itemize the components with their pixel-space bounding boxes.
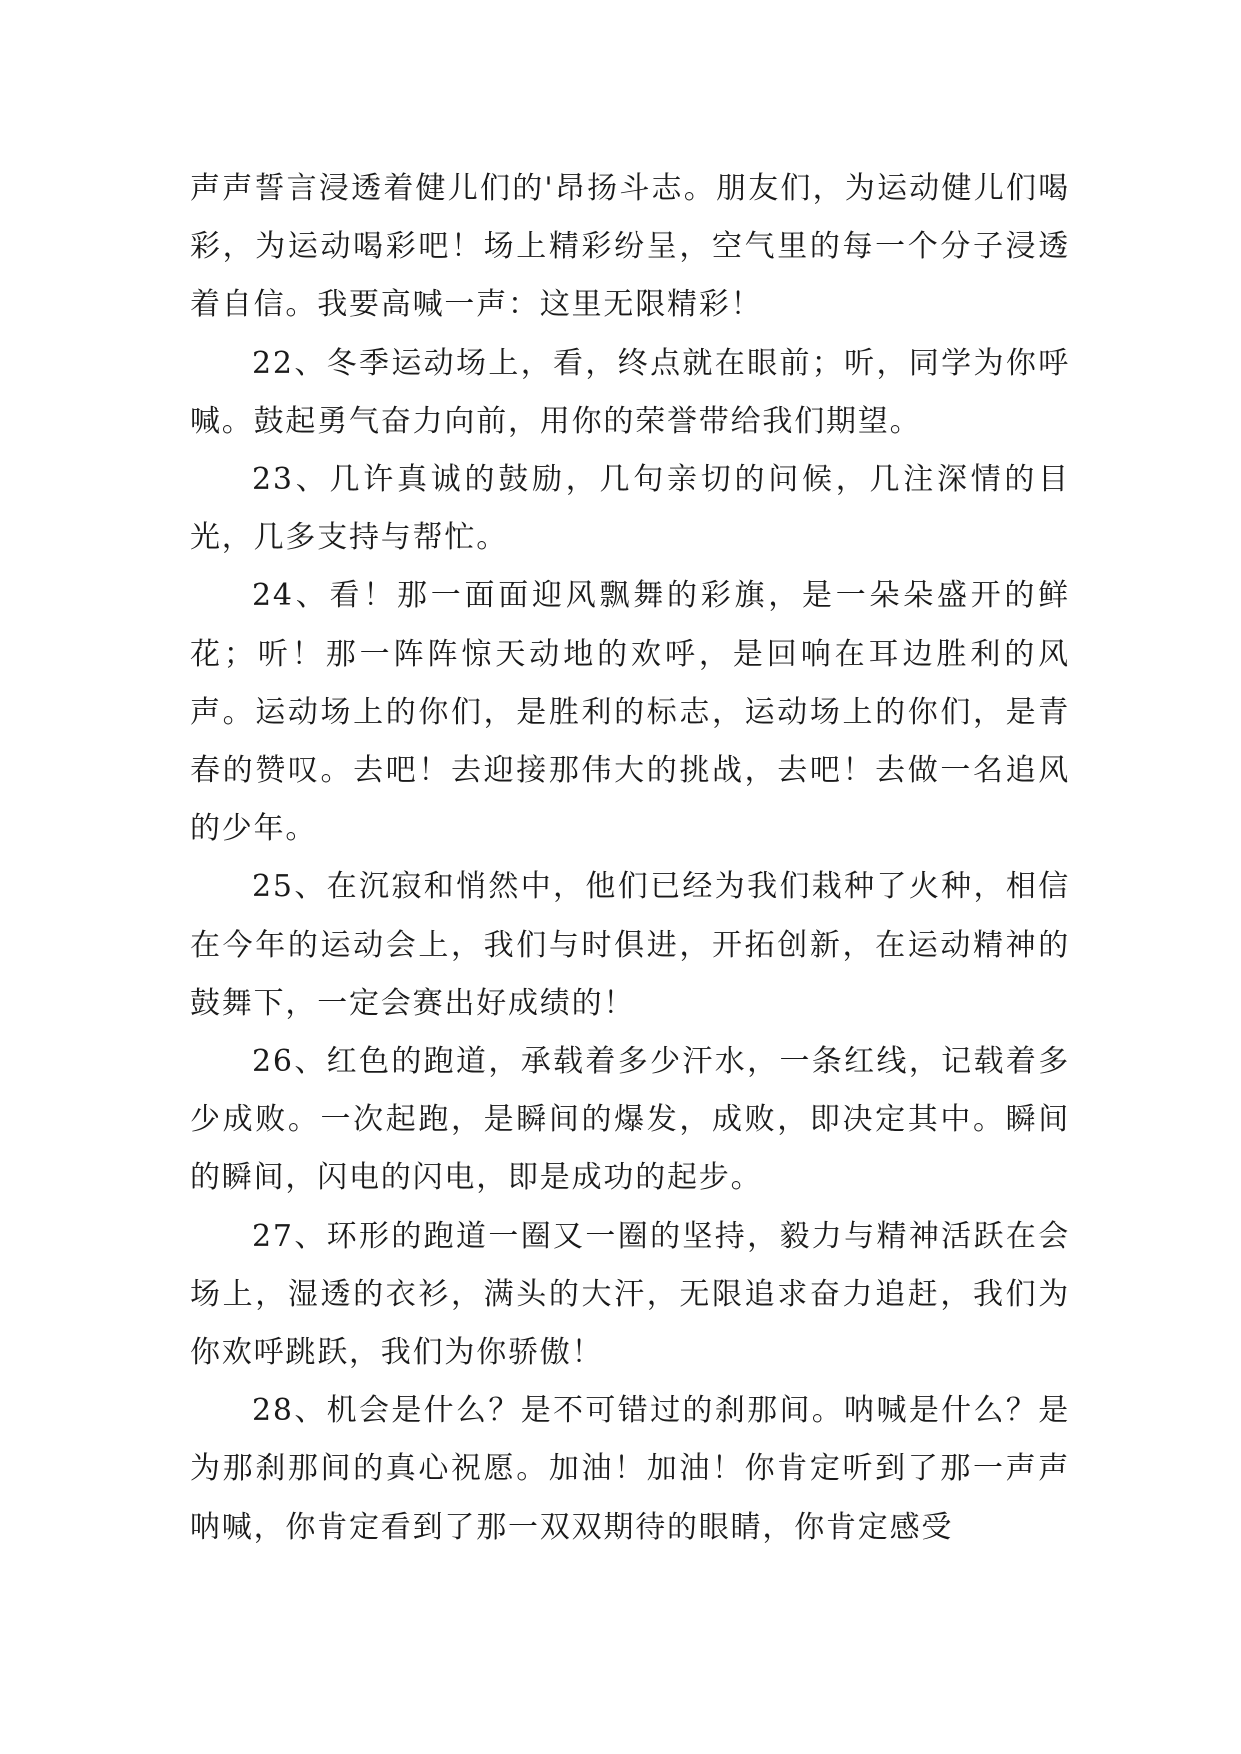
paragraph-23: 23、几许真诚的鼓励，几句亲切的问候，几注深情的目光，几多支持与帮忙。 [190, 462, 1070, 556]
paragraph-22: 22、冬季运动场上，看，终点就在眼前；听，同学为你呼喊。鼓起勇气奋力向前，用你的荣誉带给我们期望。 [190, 345, 1070, 439]
paragraph-27: 27、环形的跑道一圈又一圈的坚持，毅力与精神活跃在会场上，湿透的衣衫，满头的大汗，无限追求奋力追赶，我们为你欢呼跳跃，我们为你骄傲！ [190, 1218, 1070, 1371]
document-body [190, 160, 1070, 1557]
paragraph-28: 28、机会是什么？是不可错过的刹那间。呐喊是什么？是为那刹那间的真心祝愿。加油！加油！你肯定听到了那一声声呐喊，你肯定看到了那一双双期待的眼睛，你肯定感受 [190, 1393, 1070, 1545]
paragraph-26: 26、红色的跑道，承载着多少汗水，一条红线，记载着多少成败。一次起跑，是瞬间的爆发，成败，即决定其中。瞬间的瞬间，闪电的闪电，即是成功的起步。 [190, 1044, 1070, 1196]
paragraph-25: 25、在沉寂和悄然中，他们已经为我们栽种了火种，相信在今年的运动会上，我们与时俱进，开拓创新，在运动精神的鼓舞下，一定会赛出好成绩的！ [190, 869, 1070, 1021]
paragraph-cheer-intro: 声声誓言浸透着健儿们的'昂扬斗志。朋友们，为运动健儿们喝彩，为运动喝彩吧！场上精彩纷呈，空气里的每一个分子浸透着自信。我要高喊一声：这里无限精彩！ [190, 171, 1070, 323]
paragraph-24: 24、看！那一面面迎风飘舞的彩旗，是一朵朵盛开的鲜花；听！那一阵阵惊天动地的欢呼，是回响在耳边胜利的风声。运动场上的你们，是胜利的标志，运动场上的你们，是青春的赞叹。去吧！去迎接那伟大的挑战，去吧！去做一名追风的少年。 [190, 578, 1070, 847]
